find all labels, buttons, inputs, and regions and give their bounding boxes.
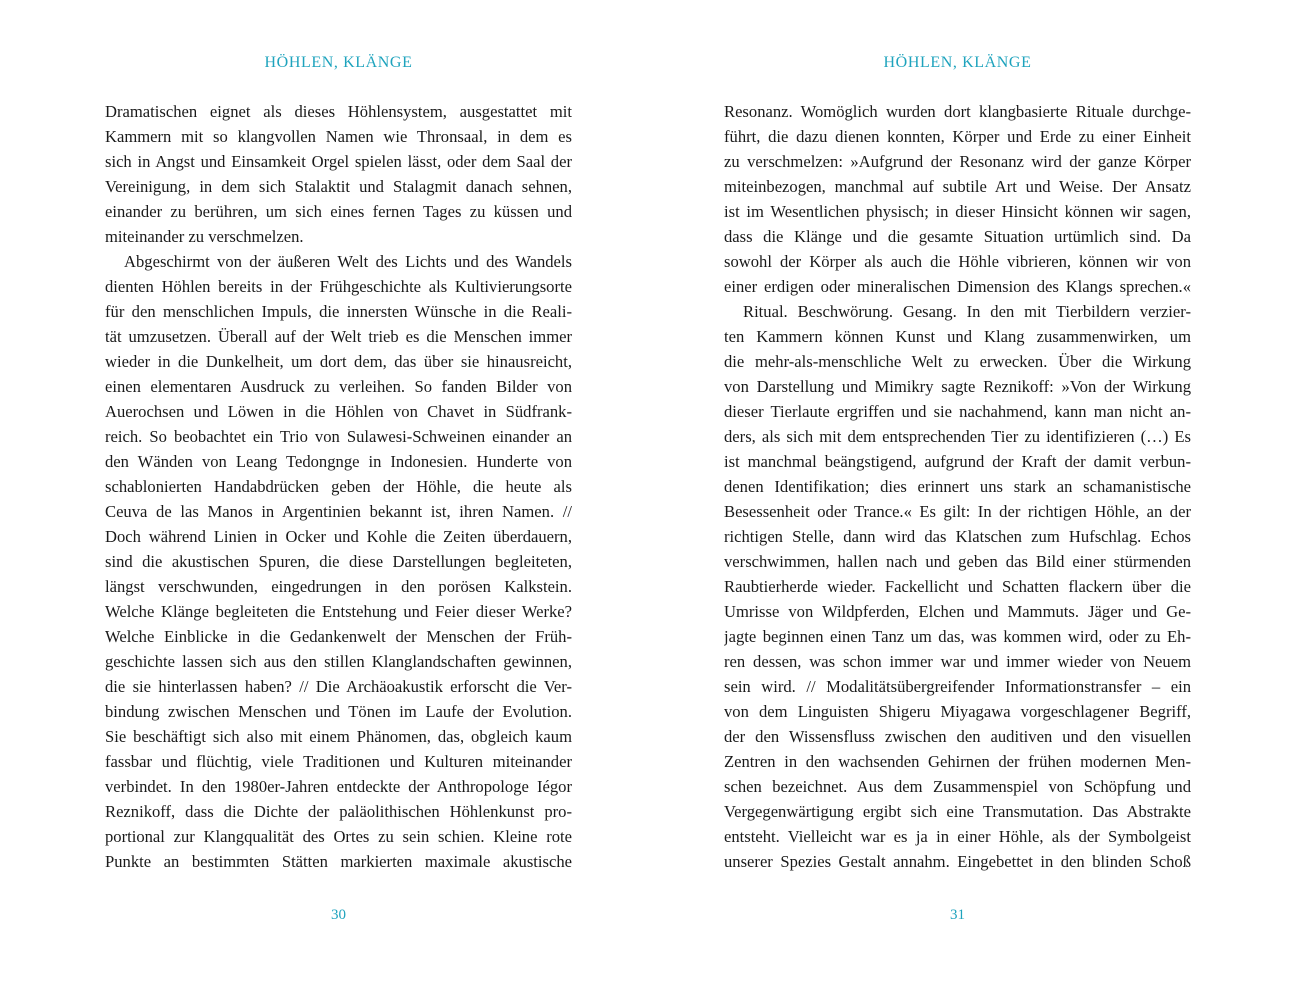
text-line: Welche Klänge begleiteten die Entstehung und Feier dieser Werke?	[105, 602, 572, 621]
text-line: Besessenheit oder Trance.« Es gilt: In der richtigen Höhle, an der	[724, 502, 1191, 521]
text-line: die sie hinterlassen haben? // Die Archäoakustik erforscht die Ver-	[105, 677, 572, 696]
text-line: Punkte an bestimmten Stätten markierten maximale akustische	[105, 852, 572, 871]
text-line: dienten Höhlen bereits in der Frühgeschichte als Kultivierungsorte	[105, 277, 572, 296]
text-line: ders, als sich mit dem entsprechenden Tier zu identifizieren (…) Es	[724, 427, 1191, 446]
text-line: richtigen Stelle, dann wird das Klatschen zum Hufschlag. Echos	[724, 527, 1191, 546]
text-line: den Wänden von Leang Tedongnge in Indonesien. Hunderte von	[105, 452, 572, 471]
text-line: portional zur Klangqualität des Ortes zu sein schien. Kleine rote	[105, 827, 572, 846]
text-line: einer erdigen oder mineralischen Dimension des Klangs sprechen.«	[724, 277, 1191, 296]
text-line: dass die Klänge und die gesamte Situation urtümlich sind. Da	[724, 227, 1191, 246]
text-line: sein wird. // Modalitätsübergreifender Informationstransfer – ein	[724, 677, 1191, 696]
text-line: Umrisse von Wildpferden, Elchen und Mammuts. Jäger und Ge-	[724, 602, 1191, 621]
text-line: schablonierten Handabdrücken geben der Höhle, die heute als	[105, 477, 572, 496]
text-line: bindung zwischen Menschen und Tönen im Laufe der Evolution.	[105, 702, 572, 721]
text-line: verbindet. In den 1980er-Jahren entdeckte der Anthropologe Iégor	[105, 777, 572, 796]
text-line: zu verschmelzen: »Aufgrund der Resonanz wird der ganze Körper	[724, 152, 1191, 171]
text-line: fassbar und flüchtig, viele Traditionen und Kulturen miteinander	[105, 752, 572, 771]
text-line: Abgeschirmt von der äußeren Welt des Lichts und des Wandels	[124, 252, 572, 271]
text-line: Welche Einblicke in die Gedankenwelt der Menschen der Früh-	[105, 627, 572, 646]
text-line: längst verschwunden, eingedrungen in den porösen Kalkstein.	[105, 577, 572, 596]
running-header: HÖHLEN, KLÄNGE	[883, 54, 1032, 71]
text-line: ist im Wesentlichen physisch; in dieser Hinsicht können wir sagen,	[724, 202, 1191, 221]
text-line: schen bezeichnet. Aus dem Zusammenspiel von Schöpfung und	[724, 777, 1191, 796]
text-line: Doch während Linien in Ocker und Kohle die Zeiten überdauern,	[105, 527, 572, 546]
page-number: 31	[950, 907, 965, 923]
left-page	[105, 0, 572, 1000]
text-line: Sie beschäftigt sich also mit einem Phänomen, das, obgleich kaum	[105, 727, 572, 746]
text-line: denen Identifikation; dies erinnert uns stark an schamanistische	[724, 477, 1191, 496]
text-line: führt, die dazu dienen konnten, Körper und Erde zu einer Einheit	[724, 127, 1191, 146]
text-line: Vergegenwärtigung ergibt sich eine Transmutation. Das Abstrakte	[724, 802, 1191, 821]
text-line: tät umzusetzen. Überall auf der Welt trieb es die Menschen immer	[105, 327, 572, 346]
text-line: einen elementaren Ausdruck zu verleihen. So fanden Bilder von	[105, 377, 572, 396]
text-line: Auerochsen und Löwen in die Höhlen von Chavet in Südfrank-	[105, 402, 572, 421]
text-line: ten Kammern können Kunst und Klang zusammenwirken, um	[724, 327, 1191, 346]
text-line: sich in Angst und Einsamkeit Orgel spielen lässt, oder dem Saal der	[105, 152, 572, 171]
page-number: 30	[331, 907, 346, 923]
text-line: geschichte lassen sich aus den stillen Klanglandschaften gewinnen,	[105, 652, 572, 671]
text-line: wieder in die Dunkelheit, um dort dem, das über sie hinausreicht,	[105, 352, 572, 371]
text-line: unserer Spezies Gestalt annahm. Eingebettet in den blinden Schoß	[724, 852, 1191, 871]
text-line: Ritual. Beschwörung. Gesang. In den mit Tierbildern verzier-	[743, 302, 1191, 321]
text-line: Zentren in den wachsenden Gehirnen der frühen modernen Men-	[724, 752, 1191, 771]
text-line: Kammern mit so klangvollen Namen wie Thronsaal, in dem es	[105, 127, 572, 146]
text-line: verschwimmen, hallen nach und geben das Bild einer stürmenden	[724, 552, 1191, 571]
text-line: für den menschlichen Impuls, die innersten Wünsche in die Reali-	[105, 302, 572, 321]
text-line: sind die akustischen Spuren, die diese Darstellungen begleiteten,	[105, 552, 572, 571]
body-text	[724, 99, 1191, 874]
text-line: Ceuva de las Manos in Argentinien bekannt ist, ihren Namen. //	[105, 502, 572, 521]
text-line: von Darstellung und Mimikry sagte Reznikoff: »Von der Wirkung	[724, 377, 1191, 396]
text-line: einander zu berühren, um sich eines fernen Tages zu küssen und	[105, 202, 572, 221]
text-line: Dramatischen eignet als dieses Höhlensystem, ausgestattet mit	[105, 102, 572, 121]
text-line: ren dessen, was schon immer war und immer wieder von Neuem	[724, 652, 1191, 671]
text-line: miteinbezogen, manchmal auf subtile Art und Weise. Der Ansatz	[724, 177, 1191, 196]
text-line: Resonanz. Womöglich wurden dort klangbasierte Rituale durchge-	[724, 102, 1191, 121]
text-line: von dem Linguisten Shigeru Miyagawa vorgeschlagener Begriff,	[724, 702, 1191, 721]
text-line: sowohl der Körper als auch die Höhle vibrieren, können wir von	[724, 252, 1191, 271]
text-line: entsteht. Vielleicht war es ja in einer Höhle, als der Symbolgeist	[724, 827, 1191, 846]
text-line: Vereinigung, in dem sich Stalaktit und Stalagmit danach sehnen,	[105, 177, 572, 196]
text-line: jagte beginnen einen Tanz um das, was kommen wird, oder zu Eh-	[724, 627, 1191, 646]
right-page	[724, 0, 1191, 1000]
text-line: die mehr-als-menschliche Welt zu erwecken. Über die Wirkung	[724, 352, 1191, 371]
text-line: reich. So beobachtet ein Trio von Sulawesi-Schweinen einander an	[105, 427, 572, 446]
running-header: HÖHLEN, KLÄNGE	[264, 54, 413, 71]
text-line: miteinander zu verschmelzen.	[105, 227, 304, 246]
body-text	[105, 99, 572, 874]
text-line: Reznikoff, dass die Dichte der paläolithischen Höhlenkunst pro-	[105, 802, 572, 821]
text-line: Raubtierherde wieder. Fackellicht und Schatten flackern über die	[724, 577, 1191, 596]
text-line: dieser Tierlaute ergriffen und sie nachahmend, kann man nicht an-	[724, 402, 1191, 421]
text-line: ist manchmal beängstigend, aufgrund der Kraft der damit verbun-	[724, 452, 1191, 471]
text-line: der den Wissensfluss zwischen den auditiven und den visuellen	[724, 727, 1191, 746]
